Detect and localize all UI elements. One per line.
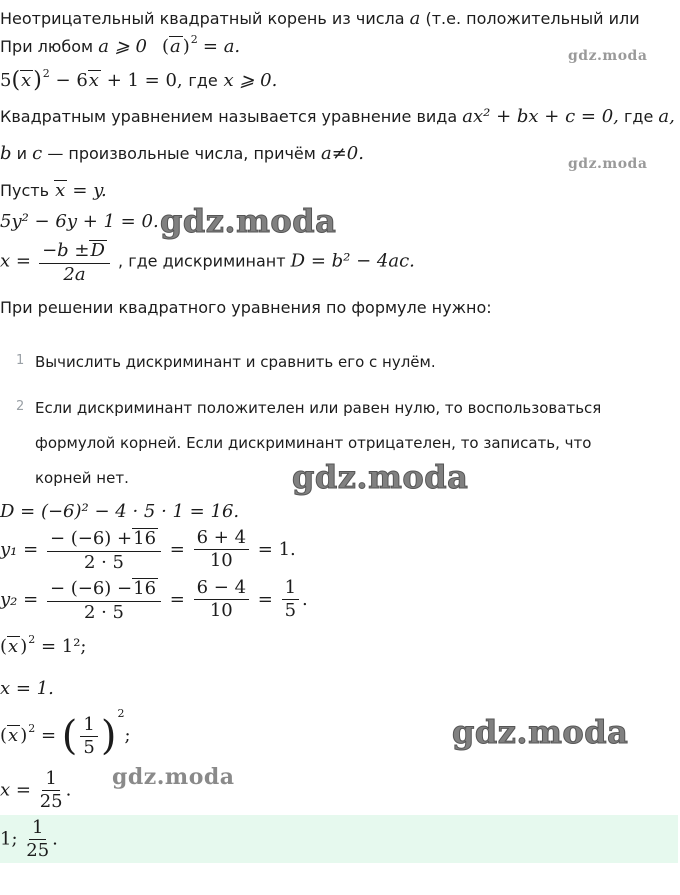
watermark: gdz.moda	[292, 458, 469, 496]
text-line-7: 5y² − 6y + 1 = 0.	[0, 211, 159, 232]
y2-line: y₂ = $\frac{- (-6) -16}{2 \cdot 5}$ = $\frac{6 - 4}{10}$ = $\frac{1}{5}$ .	[0, 578, 308, 623]
watermark: gdz.moda	[568, 156, 648, 172]
y1-line: y₁ = $\frac{- (-6) +16}{2 \cdot 5}$ = $\frac{6 + 4}{10}$ = 1.	[0, 528, 296, 573]
square-eq-1: (x )$^2$ = 1²;	[0, 633, 87, 657]
watermark: gdz.moda	[568, 48, 648, 64]
sqrt-a: a	[170, 36, 181, 57]
text-line-5: b и c — произвольные числа, причём a≠0.	[0, 143, 364, 164]
square-eq-2: (x )$^2$ = ( $\frac{1}{5}$ )$^2$;	[0, 707, 131, 759]
text-line-1: Неотрицательный квадратный корень из числа a (т.е. положительный или	[0, 8, 640, 29]
watermark: gdz.moda	[452, 713, 629, 751]
text-line-3: $5(x)^2 - 6x + 1 = 0$, где x ⩾ 0.	[0, 67, 278, 93]
text-line-4: Квадратным уравнением называется уравнение вида ax² + bx + c = 0, где a,	[0, 106, 675, 127]
x2-line: x = $\frac{1}{25}$ .	[0, 770, 72, 812]
discriminant-line: D = (−6)² − 4 · 5 · 1 = 16.	[0, 501, 240, 522]
watermark: gdz.moda	[160, 202, 337, 240]
text-line-2: При любом a ⩾ 0 (a )$^2$ = a.	[0, 33, 241, 57]
text-line-9: При решении квадратного уравнения по формуле нужно:	[0, 298, 492, 317]
text-line-6: Пусть x = y.	[0, 180, 107, 201]
answer-block: 1; $\frac{1}{25}$ .	[0, 815, 678, 863]
quadratic-fraction: $\frac{-b \pm D}{2a}$	[39, 240, 110, 284]
watermark: gdz.moda	[112, 764, 235, 790]
x1-line: x = 1.	[0, 678, 54, 699]
quadratic-formula-line: x = $\frac{-b \pm D}{2a}$ , где дискриминант D = b² − 4ac.	[0, 240, 415, 285]
